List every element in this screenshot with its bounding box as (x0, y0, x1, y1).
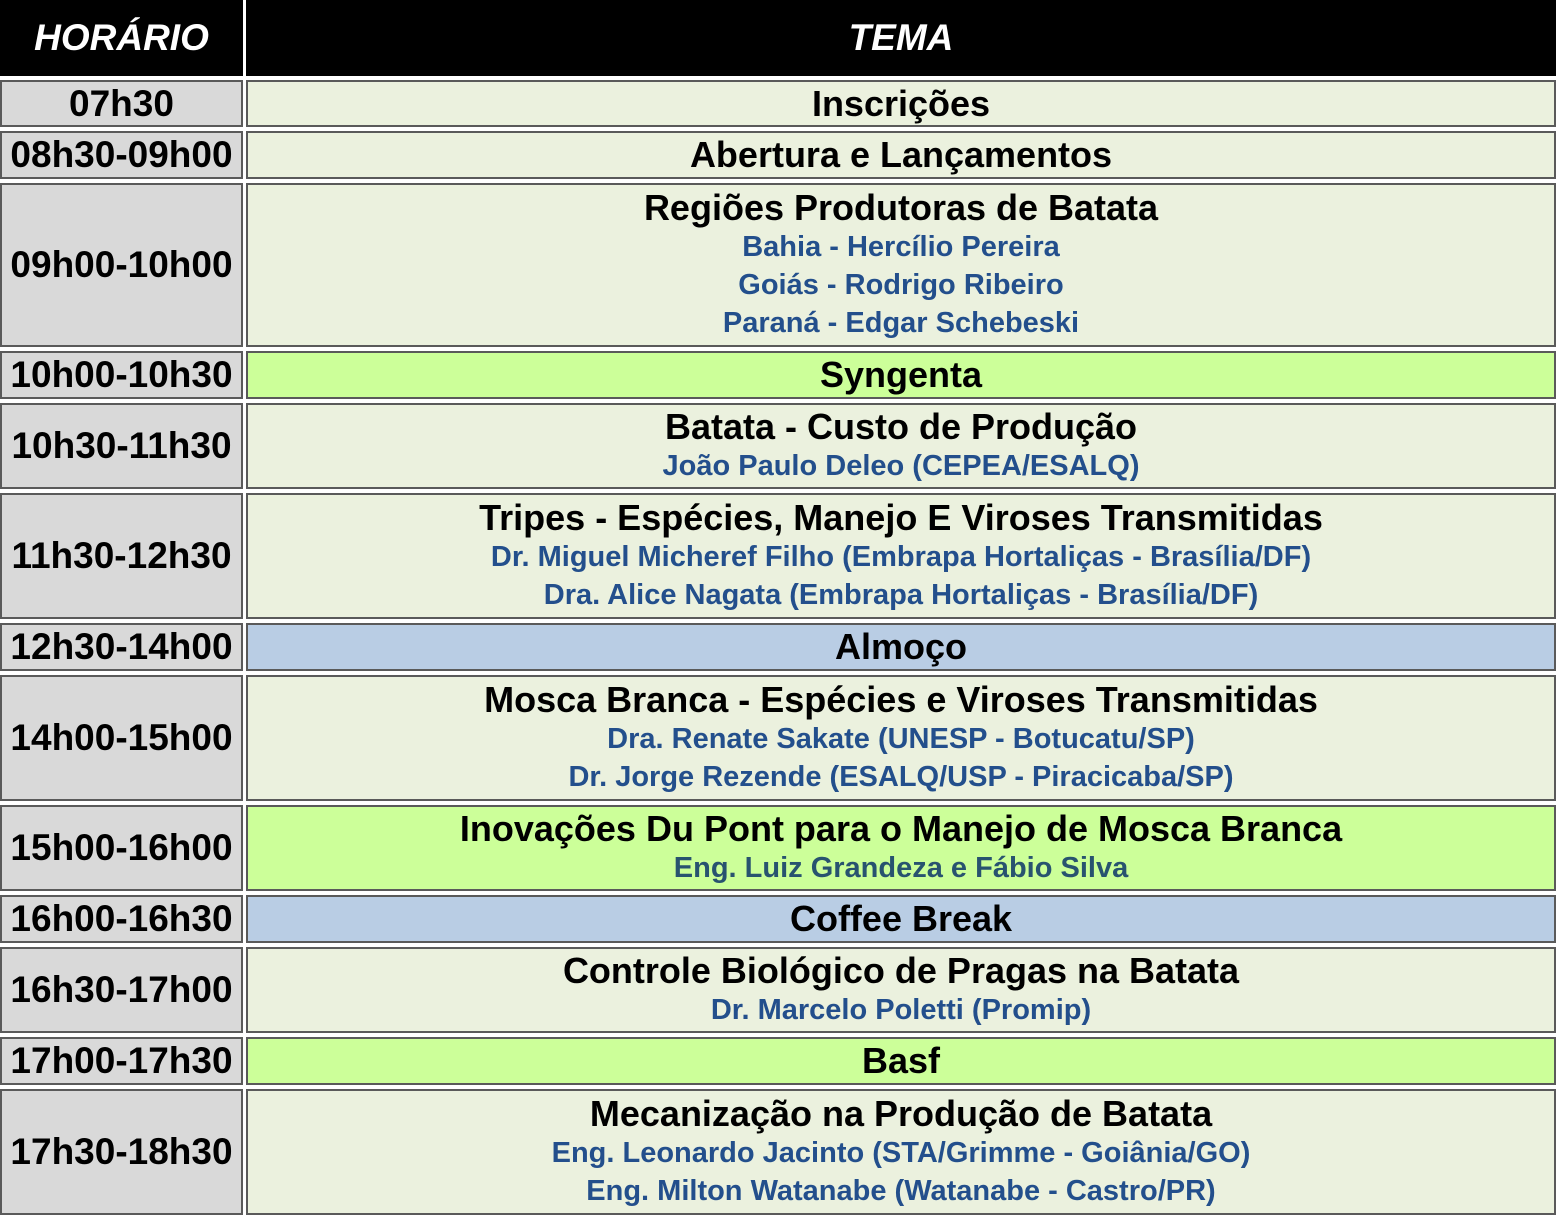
session-title: Controle Biológico de Pragas na Batata (562, 950, 1240, 991)
time-cell: 10h30-11h30 (0, 403, 243, 489)
topic-cell (246, 1037, 1556, 1085)
table-row (0, 351, 1556, 399)
session-title: Coffee Break (789, 898, 1013, 939)
speaker-line: Dr. Marcelo Poletti (Promip) (710, 994, 1092, 1026)
speaker-line: Eng. Milton Watanabe (Watanabe - Castro/PR) (586, 1175, 1216, 1207)
session-title: Regiões Produtoras de Batata (643, 187, 1159, 228)
topic-cell (246, 131, 1556, 179)
speaker-line: Eng. Luiz Grandeza e Fábio Silva (673, 852, 1129, 884)
time-cell: 14h00-15h00 (0, 675, 243, 801)
session-title: Inovações Du Pont para o Manejo de Mosca Branca (459, 808, 1343, 849)
table-row (0, 895, 1556, 943)
time-cell: 15h00-16h00 (0, 805, 243, 891)
time-cell: 10h00-10h30 (0, 351, 243, 399)
session-title: Batata - Custo de Produção (664, 406, 1138, 447)
time-cell: 16h30-17h00 (0, 947, 243, 1033)
time-cell: 12h30-14h00 (0, 623, 243, 671)
speaker-line: Dr. Miguel Micheref Filho (Embrapa Hortaliças - Brasília/DF) (490, 541, 1312, 573)
time-cell: 09h00-10h00 (0, 183, 243, 347)
speaker-line: Dr. Jorge Rezende (ESALQ/USP - Piracicaba/SP) (568, 761, 1234, 793)
time-cell: 07h30 (0, 80, 243, 127)
table-row (0, 623, 1556, 671)
session-title: Abertura e Lançamentos (689, 134, 1113, 175)
session-title: Inscrições (811, 82, 991, 124)
speaker-line: Eng. Leonardo Jacinto (STA/Grimme - Goiânia/GO) (551, 1137, 1251, 1169)
table-row (0, 947, 1556, 1033)
table-row (0, 805, 1556, 891)
topic-cell (246, 403, 1556, 489)
speaker-line: João Paulo Deleo (CEPEA/ESALQ) (662, 450, 1140, 482)
session-title: Mosca Branca - Espécies e Viroses Transmitidas (484, 679, 1318, 720)
header-row (0, 0, 1556, 76)
speaker-line: Bahia - Hercílio Pereira (742, 231, 1060, 263)
speaker-line: Paraná - Edgar Schebeski (722, 307, 1080, 339)
time-cell: 08h30-09h00 (0, 131, 243, 179)
topic-cell (246, 675, 1556, 801)
session-title: Basf (861, 1040, 941, 1081)
speaker-line: Dra. Alice Nagata (Embrapa Hortaliças - Brasília/DF) (543, 579, 1259, 611)
topic-cell (246, 1089, 1556, 1215)
topic-cell (246, 351, 1556, 399)
topic-cell (246, 80, 1556, 127)
session-title: Tripes - Espécies, Manejo E Viroses Transmitidas (479, 497, 1323, 538)
topic-cell (246, 623, 1556, 671)
table-row (0, 1037, 1556, 1085)
topic-cell (246, 895, 1556, 943)
table-row (0, 403, 1556, 489)
table-row (0, 183, 1556, 347)
session-title: Mecanização na Produção de Batata (589, 1093, 1213, 1134)
table-row (0, 675, 1556, 801)
topic-cell (246, 805, 1556, 891)
time-cell: 17h00-17h30 (0, 1037, 243, 1085)
table-row (0, 80, 1556, 127)
table-row (0, 493, 1556, 619)
session-title: Almoço (834, 626, 967, 667)
topic-cell (246, 947, 1556, 1033)
speaker-line: Goiás - Rodrigo Ribeiro (738, 269, 1064, 301)
topic-cell (246, 183, 1556, 347)
topic-column-header: TEMA (246, 0, 1556, 76)
time-column-header: HORÁRIO (0, 0, 243, 76)
table-row (0, 1089, 1556, 1215)
time-cell: 17h30-18h30 (0, 1089, 243, 1215)
time-cell: 11h30-12h30 (0, 493, 243, 619)
table-row (0, 131, 1556, 179)
time-cell: 16h00-16h30 (0, 895, 243, 943)
speaker-line: Dra. Renate Sakate (UNESP - Botucatu/SP) (607, 723, 1195, 755)
session-title: Syngenta (819, 354, 983, 395)
topic-cell (246, 493, 1556, 619)
